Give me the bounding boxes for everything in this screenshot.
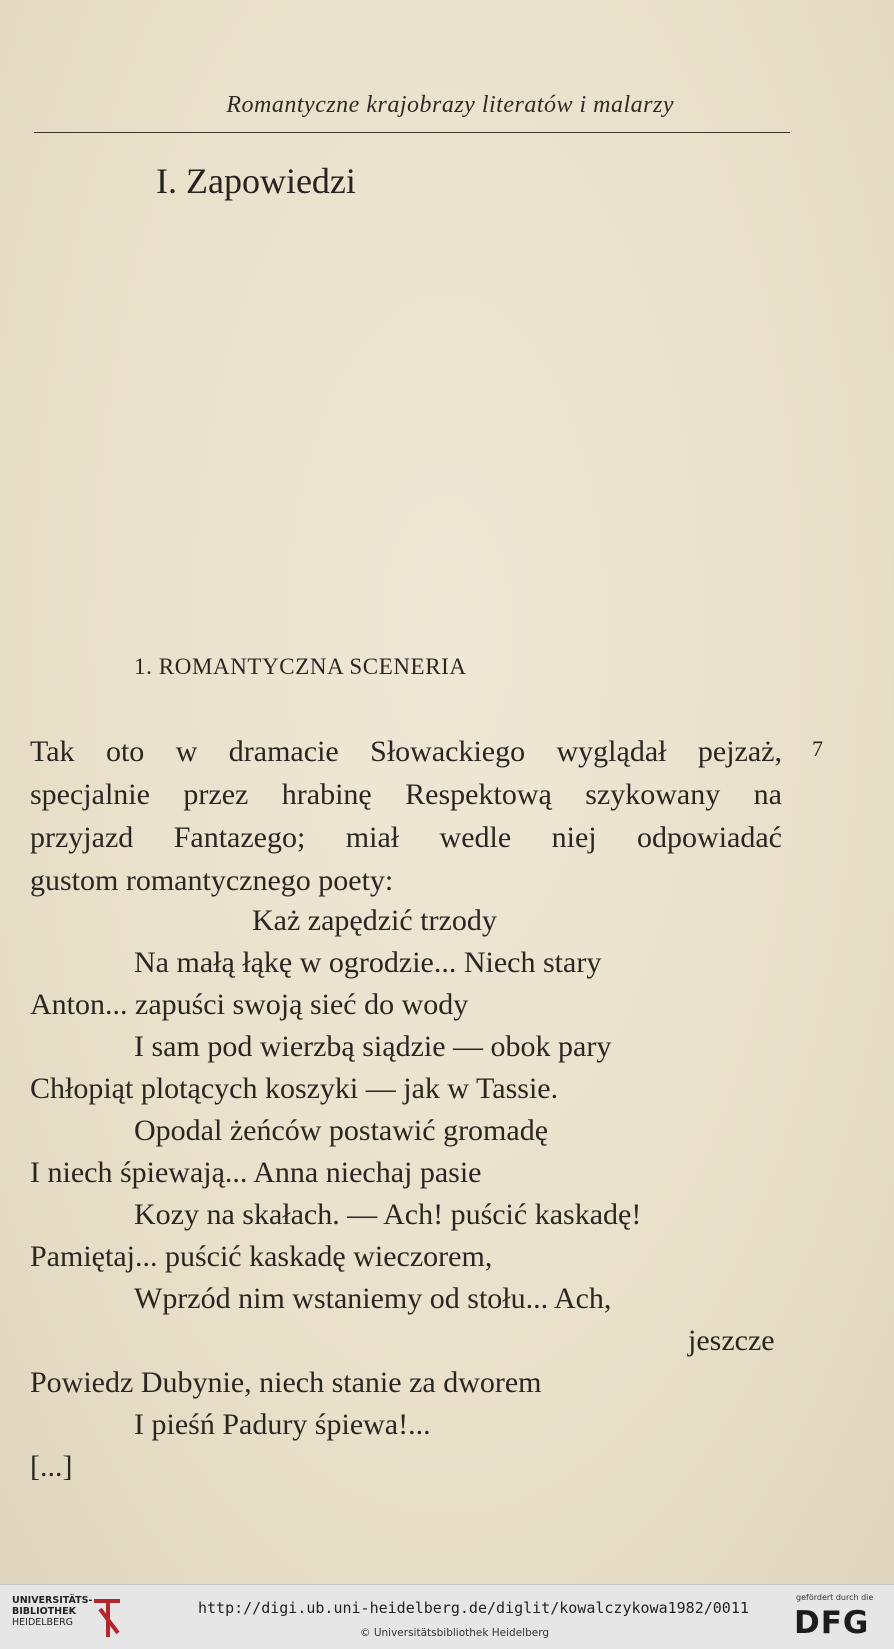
library-name-line: UNIVERSITÄTS- [12,1595,93,1606]
verse-line: Anton... zapuści swoją sieć do wody [30,988,469,1021]
verse-line: Pamiętaj... puścić kaskadę wieczorem, [30,1240,493,1273]
copyright-notice: © Universitätsbibliothek Heidelberg [360,1627,550,1639]
verse-line: Kozy na skałach. — Ach! puścić kaskadę! [134,1198,642,1231]
funding-note: gefördert durch die [796,1593,874,1602]
verse-line: Każ zapędzić trzody [252,904,497,937]
paragraph-line: gustom romantycznego poety: [30,864,394,897]
header-rule [34,132,790,133]
running-head: Romantyczne krajobrazy literatów i malarzy [226,92,674,118]
dfg-logo: DFG [794,1605,870,1641]
verse-line: jeszcze [688,1324,775,1357]
verse-line: Opodal żeńców postawić gromadę [134,1114,549,1147]
paragraph-line: Tak oto w dramacie Słowackiego wyglądał pejzaż, [30,735,782,768]
verse-line: Chłopiąt plotących koszyki — jak w Tassie. [30,1072,559,1105]
library-name-line: BIBLIOTHEK [12,1606,76,1617]
verse-line: Powiedz Dubynie, niech stanie za dworem [30,1366,542,1399]
chapter-title: I. Zapowiedzi [156,161,356,201]
section-title: 1. ROMANTYCZNA SCENERIA [134,654,467,679]
paragraph-line: przyjazd Fantazego; miał wedle niej odpowiadać [30,821,782,854]
verse-line: Na małą łąkę w ogrodzie... Niech stary [134,946,602,979]
verse-line: I niech śpiewają... Anna niechaj pasie [30,1156,482,1189]
paragraph [30,730,782,902]
verse-line: I pieśń Padury śpiewa!... [134,1408,431,1441]
viewer-footer [0,1584,894,1649]
library-name-line: HEIDELBERG [12,1617,74,1628]
verse-line: I sam pod wierzbą siądzie — obok pary [134,1030,612,1063]
library-logo-icon [90,1593,126,1639]
page-number: 7 [812,736,823,761]
paragraph-line: specjalnie przez hrabinę Respektową szykowany na [30,778,782,811]
source-url-link[interactable]: http://digi.ub.uni-heidelberg.de/diglit/kowalczykowa1982/0011 [198,1599,749,1617]
verse-line: Wprzód nim wstaniemy od stołu... Ach, [134,1282,612,1315]
library-name [12,1595,92,1628]
verse-line: [...] [30,1450,73,1483]
